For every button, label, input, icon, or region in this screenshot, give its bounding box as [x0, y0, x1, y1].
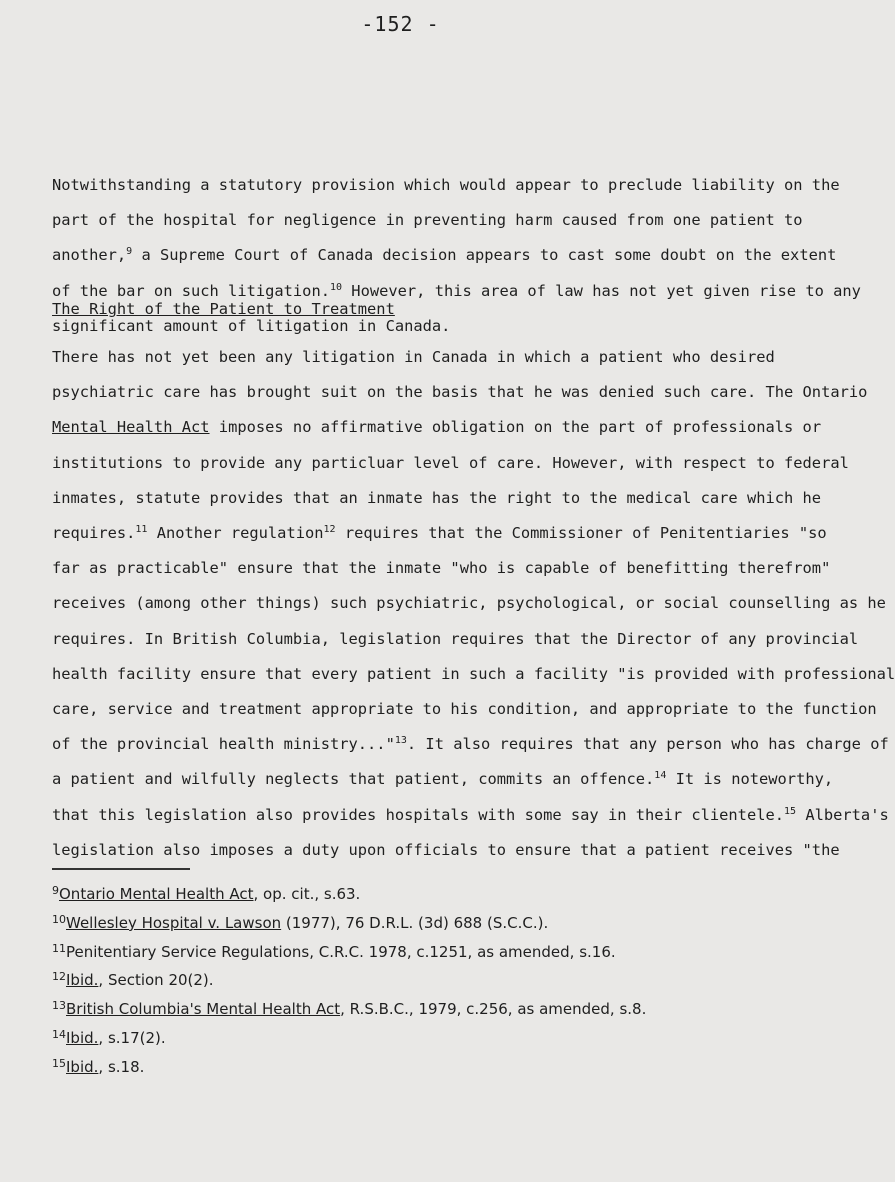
footnote-ref: 15 [784, 805, 797, 817]
text-line: of the provincial health ministry..."$^{13}$. It also requires that any person who has charge of [52, 735, 889, 754]
footnote-number: 9 [52, 884, 59, 897]
page-number: -152 - [361, 12, 440, 36]
text-line: part of the hospital for negligence in preventing harm caused from one patient to [52, 211, 803, 230]
footnote-number: 15 [52, 1056, 66, 1070]
text-line: of the bar on such litigation.$^{10}$ However, this area of law has not yet given rise to any [52, 281, 861, 300]
text-line: requires.$^{11}$ Another regulation$^{12}$ requires that the Commissioner of Penitentiaries "so [52, 524, 827, 543]
text-line: There has not yet been any litigation in Canada in which a patient who desired [52, 348, 775, 366]
text-line: institutions to provide any particluar level of care. However, with respect to federal [52, 453, 849, 472]
footnote-ref: 14 [654, 770, 667, 782]
text-line: Mental Health Act imposes no affirmative obligation on the part of professionals or [52, 418, 822, 437]
footnote-ref: 13 [394, 735, 407, 747]
text-line: health facility ensure that every patient in such a facility "is provided with professional [52, 664, 895, 683]
footnote-ref: 12 [323, 524, 336, 536]
text-line: receives (among other things) such psychiatric, psychological, or social counselling as he [52, 594, 886, 613]
section-heading: The Right of the Patient to Treatment [52, 300, 395, 318]
footnote-number: 11 [52, 941, 66, 955]
footnote-ref: 10 [329, 281, 343, 293]
text-line: far as practicable" ensure that the inmate "who is capable of benefitting therefrom" [52, 559, 831, 578]
footnote: $^{11}$Penitentiary Service Regulations, C.R.C. 1978, c.1251, as amended, s.16. [52, 941, 616, 961]
text-line: Notwithstanding a statutory provision which would appear to preclude liability on the [52, 176, 840, 194]
footnote-number: 13 [52, 999, 66, 1013]
text-line: a patient and wilfully neglects that patient, commits an offence.$^{14}$ It is noteworthy, [52, 770, 834, 789]
text-line: significant amount of litigation in Canada. [52, 316, 451, 335]
footnote-number: 12 [52, 970, 66, 984]
text-line: inmates, statute provides that an inmate has the right to the medical care which he [52, 488, 822, 507]
footnote-ref: 11 [135, 524, 148, 536]
footnote: $^{14}$Ibid., s.17(2). [52, 1027, 166, 1047]
paragraph-right-to-treatment [52, 340, 895, 868]
text-line: psychiatric care has brought suit on the basis that he was denied such care. The Ontario [52, 383, 868, 402]
footnote-number: 10 [52, 912, 66, 926]
footnote: $^{10}$Wellesley Hospital v. Lawson (1977), 76 D.R.L. (3d) 688 (S.C.C.). [52, 912, 549, 932]
footnote-ref: 9 [126, 246, 133, 258]
text-line: requires. In British Columbia, legislation requires that the Director of any provincial [52, 629, 859, 648]
footnote-divider [52, 868, 190, 870]
footnote: $^{15}$Ibid., s.18. [52, 1056, 145, 1076]
text-line: another,$^9$ a Supreme Court of Canada decision appears to cast some doubt on the extent [52, 246, 837, 265]
statute-title: Mental Health Act [52, 418, 210, 437]
footnote-number: 14 [52, 1027, 66, 1041]
footnote: $^{12}$Ibid., Section 20(2). [52, 970, 214, 990]
footnote: $^9$Ontario Mental Health Act, op. cit., s.63. [52, 884, 361, 903]
text-line: legislation also imposes a duty upon officials to ensure that a patient receives "the [52, 840, 840, 859]
text-line: care, service and treatment appropriate to his condition, and appropriate to the function [52, 700, 877, 719]
text-line: that this legislation also provides hospitals with some say in their clientele.$^{15}$ Alberta's [52, 805, 889, 824]
footnote: $^{13}$British Columbia's Mental Health Act, R.S.B.C., 1979, c.256, as amended, s.8. [52, 999, 647, 1019]
footnotes [52, 880, 772, 1082]
